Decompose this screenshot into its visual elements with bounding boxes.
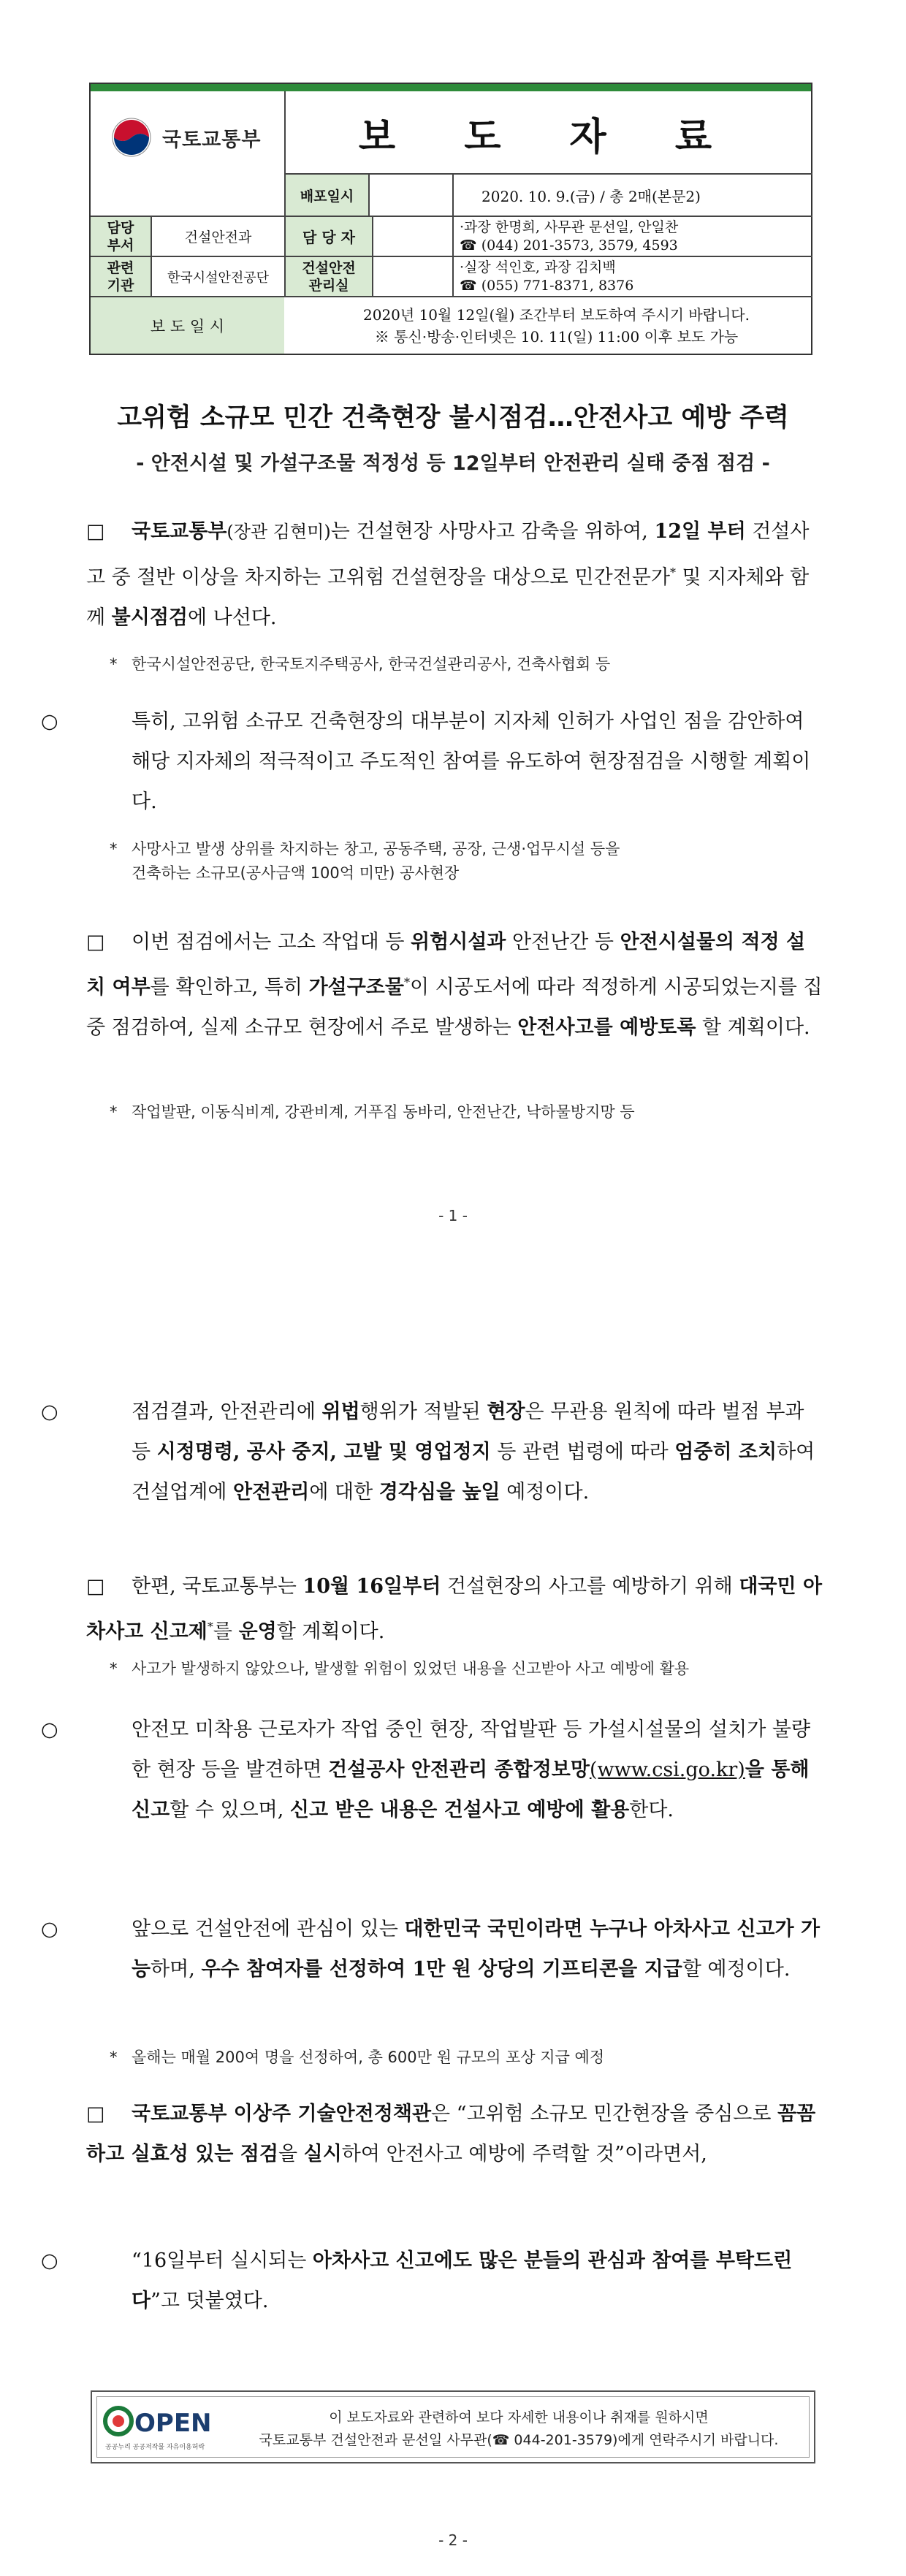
p1-text-c: 는 건설현장 사망사고 감축을 위하여, <box>330 520 655 543</box>
safety-line2: ☎ (055) 771-8371, 8376 <box>460 277 634 294</box>
dept-label-line1: 담당 <box>107 219 134 236</box>
p1-text-g: 및 지자체와 함께 <box>86 566 810 629</box>
footnote-2-line1: 사망사고 발생 상위를 차지하는 창고, 공동주택, 공장, 근생·업무시설 등을 <box>132 840 620 858</box>
person-line1: ·과장 한명희, 사무관 문선일, 안일찬 <box>460 218 679 235</box>
p7-text-c: 하며, <box>151 1958 202 1981</box>
star-marker: * <box>110 1103 118 1121</box>
p1-text-i: 에 나선다. <box>188 606 277 629</box>
footnote-4-text: 사고가 발생하지 않았으나, 발생할 위험이 있었던 내용을 신고받아 사고 예방에 활용 <box>132 1660 690 1677</box>
p5-text-f: 를 <box>213 1620 239 1643</box>
p4-text-i: 하여 건설업계에 <box>132 1441 815 1504</box>
release-date-label: 배포일시 <box>300 188 354 205</box>
p6-text-a: 안전모 미착용 근로자가 작업 중인 현장, 작업발판 등 가설시설물의 설치가 불량한 현장 등을 발견하면 <box>132 1718 811 1781</box>
p4-text-g: 등 관련 법령에 따라 <box>490 1441 675 1463</box>
footnote-2 <box>110 837 826 885</box>
safety-line1: ·실장 석인호, 과장 김치백 <box>460 259 616 275</box>
p5-report-system: 대국민 아차사고 신고제 <box>86 1575 823 1643</box>
p4-alert: 경각심을 높일 <box>378 1481 500 1504</box>
square-marker: □ <box>86 931 105 953</box>
p1-text-e: 건설사고 중 절반 이상을 차지하는 고위험 건설현장을 대상으로 민간전문가 <box>86 520 810 589</box>
p3-prevention: 안전사고를 예방토록 <box>517 1016 696 1039</box>
p3-text-a: 이번 점검에서는 고소 작업대 등 <box>132 931 411 953</box>
p3-text-j: 할 계획이다. <box>696 1016 810 1039</box>
ministry-logo <box>111 117 261 158</box>
p5-text-c: 건설현장의 사고를 예방하기 위해 <box>441 1575 739 1598</box>
person-label: 담 당 자 <box>302 229 355 246</box>
square-marker: □ <box>86 1575 105 1598</box>
page-number-2: - 2 - <box>438 2531 468 2549</box>
p1-inspection: 불시점검 <box>111 606 188 629</box>
p8-text-b: 은 “고위험 소규모 민간현장을 중심으로 <box>431 2103 778 2125</box>
star-marker: * <box>110 1660 118 1677</box>
p1-ministry: 국토교통부 <box>132 520 227 543</box>
report-line2: ※ 통신·방송·인터넷은 10. 11(일) 11:00 이후 보도 가능 <box>374 327 739 346</box>
p6-text-g: 한다. <box>629 1799 674 1821</box>
p5-text-h: 할 계획이다. <box>276 1620 385 1643</box>
p9-request: 아차사고 신고에도 많은 분들의 관심과 참여를 부탁드린다 <box>132 2249 793 2312</box>
circle-marker: ○ <box>41 1401 58 1423</box>
contact-footer-box <box>91 2390 815 2463</box>
footnote-1 <box>110 652 826 677</box>
paragraph-1 <box>86 511 824 638</box>
p2-text: 특히, 고위험 소규모 건축현장의 대부분이 지자체 인허가 사업인 점을 감안하여 해당 지자체의 적극적이고 주도적인 참여를 유도하여 현장점검을 시행할 계획이다. <box>132 710 811 813</box>
paragraph-5 <box>86 1566 824 1652</box>
footnote-2-line2: 건축하는 소규모(공사금액 100억 미만) 공사현장 <box>132 864 460 882</box>
paragraph-6 <box>41 1710 824 1830</box>
press-release-header-table <box>89 83 812 355</box>
circle-marker: ○ <box>41 710 58 733</box>
p5-text-a: 한편, 국토교통부는 <box>132 1575 303 1598</box>
p4-text-c: 행위가 적발된 <box>359 1401 487 1423</box>
p4-text-m: 예정이다. <box>500 1481 590 1504</box>
footnote-5-text: 올해는 매월 200여 명을 선정하여, 총 600만 원 규모의 포상 지급 예정 <box>132 2049 605 2066</box>
footnote-4 <box>110 1657 826 1681</box>
report-label: 보 도 일 시 <box>150 317 225 335</box>
p9-text-c: ”고 덧붙였다. <box>151 2290 269 2312</box>
p3-risk-facilities: 위험시설과 <box>410 931 506 953</box>
p3-text-e: 를 확인하고, 특히 <box>150 976 309 999</box>
open-logo-sub: 공공누리 공공저작물 자유이용허락 <box>105 2444 205 2451</box>
p4-text-k: 에 대한 <box>309 1481 379 1504</box>
dept-value: 건설안전과 <box>184 229 252 245</box>
paragraph-9 <box>41 2241 824 2321</box>
footnote-3-text: 작업발판, 이동식비계, 강관비계, 거푸집 동바리, 안전난간, 낙하물방지망 등 <box>132 1103 635 1121</box>
paragraph-4 <box>41 1392 824 1512</box>
p7-text-e: 할 예정이다. <box>682 1958 791 1981</box>
paragraph-3 <box>86 922 824 1048</box>
related-label-line2: 기관 <box>107 277 134 294</box>
p5-footnote-mark: * <box>207 1620 213 1634</box>
circle-marker: ○ <box>41 2249 58 2272</box>
open-license-icon <box>102 2402 212 2455</box>
p6-text-e: 할 수 있으며, <box>170 1799 290 1821</box>
p1-minister: (장관 김현미) <box>226 522 331 542</box>
report-line1: 2020년 10월 12일(월) 조간부터 보도하여 주시기 바랍니다. <box>363 305 750 324</box>
p6-usage: 신고 받은 내용은 건설사고 예방에 활용 <box>289 1799 630 1821</box>
page-number-1: - 1 - <box>438 1207 468 1224</box>
p8-text-f: 하여 안전사고 예방에 주력할 것”이라면서, <box>341 2143 707 2165</box>
org-name: 국토교통부 <box>162 128 262 151</box>
dept-label-line2: 부서 <box>107 237 134 254</box>
p7-reward: 우수 참여자를 선정하여 1만 원 상당의 기프티콘을 지급 <box>201 1958 682 1981</box>
p1-date: 12일 부터 <box>654 520 746 543</box>
p8-conduct: 실시 <box>303 2143 342 2165</box>
footnote-3 <box>110 1100 826 1124</box>
p6-info-network: 건설공사 안전관리 종합정보망 <box>328 1758 590 1781</box>
p4-site: 현장 <box>487 1401 525 1423</box>
safety-label-line2: 관리실 <box>308 277 349 294</box>
paragraph-2 <box>41 701 824 822</box>
header-green-bar <box>91 84 811 91</box>
square-marker: □ <box>86 2103 105 2125</box>
star-marker: * <box>110 2049 118 2066</box>
footer-line2: 국토교통부 건설안전과 문선일 사무관(☎ 044-201-3579)에게 연락주시기 바랍니다. <box>259 2432 779 2448</box>
circle-marker: ○ <box>41 1918 58 1940</box>
p4-text-e: 은 무관용 원칙에 따라 벌점 부과 등 <box>132 1401 804 1463</box>
p4-safety: 안전관리 <box>233 1481 310 1504</box>
p3-footnote-mark: * <box>403 975 410 989</box>
p3-text-c: 안전난간 등 <box>506 931 620 953</box>
star-marker: * <box>110 840 118 858</box>
paragraph-8 <box>86 2094 824 2174</box>
footer-contact-text <box>238 2407 799 2452</box>
open-logo-word: OPEN <box>134 2409 212 2438</box>
p7-text-a: 앞으로 건설안전에 관심이 있는 <box>132 1918 405 1940</box>
p4-text-a: 점검결과, 안전관리에 <box>132 1401 322 1423</box>
p6-report-via: 을 통해 신고 <box>132 1758 810 1821</box>
p6-url-link[interactable]: (www.csi.go.kr) <box>589 1758 745 1781</box>
p9-text-a: “16일부터 실시되는 <box>132 2249 313 2272</box>
safety-label-line1: 건설안전 <box>302 259 356 276</box>
circle-marker: ○ <box>41 1718 58 1741</box>
p3-temporary-structures: 가설구조물 <box>308 976 404 999</box>
p4-strict-action: 엄중히 조치 <box>674 1441 777 1463</box>
person-line2: ☎ (044) 201-3573, 3579, 4593 <box>460 237 678 254</box>
p7-anyone: 대한민국 국민이라면 누구나 아차사고 신고가 가능 <box>132 1918 821 1981</box>
p3-installation: 안전시설물의 적정 설치 여부 <box>86 931 806 999</box>
p8-official: 국토교통부 이상주 기술안전정책관 <box>132 2103 432 2125</box>
p5-operate: 운영 <box>238 1620 277 1643</box>
footer-line1: 이 보도자료와 관련하여 보다 자세한 내용이나 취재를 원하시면 <box>329 2409 709 2426</box>
footnote-1-text: 한국시설안전공단, 한국토지주택공사, 한국건설관리공사, 건축사협회 등 <box>132 655 611 673</box>
release-date-value: 2020. 10. 9.(금) / 총 2매(본문2) <box>481 187 701 205</box>
open-license-logo <box>102 2402 212 2455</box>
p5-date: 10월 16일부터 <box>302 1575 441 1598</box>
square-marker: □ <box>86 520 105 543</box>
footnote-5 <box>110 2046 826 2070</box>
p1-footnote-mark: * <box>669 565 676 579</box>
p8-text-d: 을 <box>278 2143 304 2165</box>
p4-illegal: 위법 <box>321 1401 360 1423</box>
press-release-title: 보 도 자 료 <box>358 115 740 159</box>
star-marker: * <box>110 655 118 673</box>
p4-sanctions: 시정명령, 공사 중지, 고발 및 영업정지 <box>156 1441 491 1463</box>
related-value: 한국시설안전공단 <box>167 270 270 286</box>
headline: 고위험 소규모 민간 건축현장 불시점검…안전사고 예방 주력 <box>117 403 789 432</box>
ministry-emblem-icon <box>111 117 152 158</box>
p8-thorough: 꼼꼼하고 실효성 있는 점검 <box>86 2103 816 2165</box>
subheadline: - 안전시설 및 가설구조물 적정성 등 12일부터 안전관리 실태 중점 점검 - <box>136 452 770 475</box>
related-label-line1: 관련 <box>107 259 134 276</box>
p3-text-h: 이 시공도서에 따라 적정하게 시공되었는지를 집중 점검하여, 실제 소규모 현장에서 주로 발생하는 <box>86 976 823 1039</box>
paragraph-7 <box>41 1909 824 1989</box>
